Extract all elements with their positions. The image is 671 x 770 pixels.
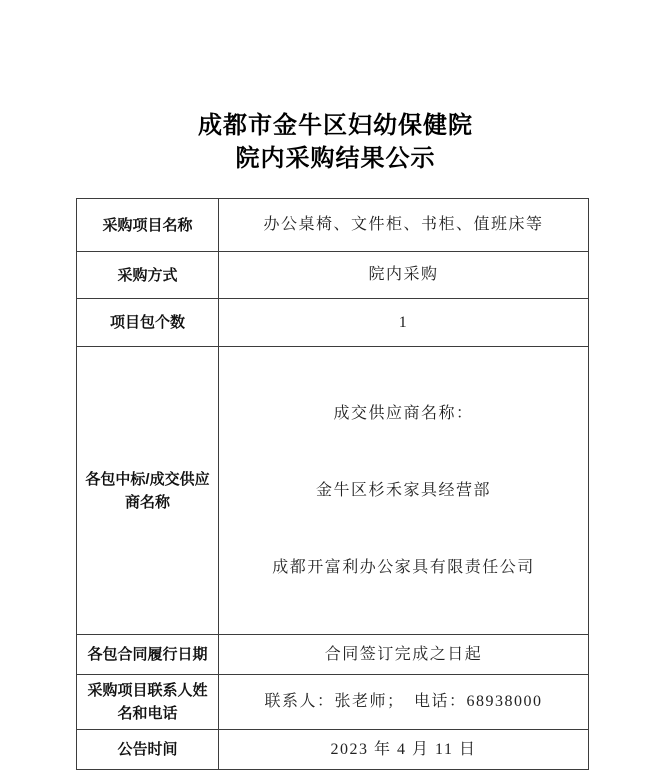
table-row-contract-period	[77, 635, 589, 675]
row-value-project-name: 办公桌椅、文件柜、书柜、值班床等	[219, 199, 589, 252]
table-row-announcement-date	[77, 730, 589, 770]
row-label-procurement-method: 采购方式	[77, 252, 219, 299]
row-label-contact-info: 采购项目联系人姓名和电话	[77, 675, 219, 730]
table-row-contact-info	[77, 675, 589, 730]
procurement-result-table	[76, 198, 589, 770]
row-value-winning-suppliers	[219, 347, 589, 635]
supplier-line-1: 金牛区杉禾家具经营部	[315, 482, 491, 499]
supplier-line-2: 成都开富利办公家具有限责任公司	[272, 559, 535, 576]
row-label-winning-suppliers: 各包中标/成交供应商名称	[77, 347, 219, 635]
table-row-project-name	[77, 199, 589, 252]
page-title-line1: 成都市金牛区妇幼保健院	[198, 113, 473, 139]
row-label-contract-period: 各包合同履行日期	[77, 635, 219, 675]
row-value-contact-info: 联系人：张老师； 电话：68938000	[219, 675, 589, 730]
supplier-line-heading: 成交供应商名称：	[333, 405, 474, 422]
row-label-project-name: 采购项目名称	[77, 199, 219, 252]
page-title	[0, 0, 671, 176]
row-label-announcement-date: 公告时间	[77, 730, 219, 770]
row-value-announcement-date: 2023 年 4 月 11 日	[219, 730, 589, 770]
table-row-winning-suppliers	[77, 347, 589, 635]
page-title-line2: 院内采购结果公示	[235, 146, 436, 172]
row-label-package-count: 项目包个数	[77, 299, 219, 347]
table-row-package-count	[77, 299, 589, 347]
row-value-contract-period: 合同签订完成之日起	[219, 635, 589, 675]
row-value-procurement-method: 院内采购	[219, 252, 589, 299]
row-value-package-count: 1	[219, 299, 589, 347]
table-row-procurement-method	[77, 252, 589, 299]
